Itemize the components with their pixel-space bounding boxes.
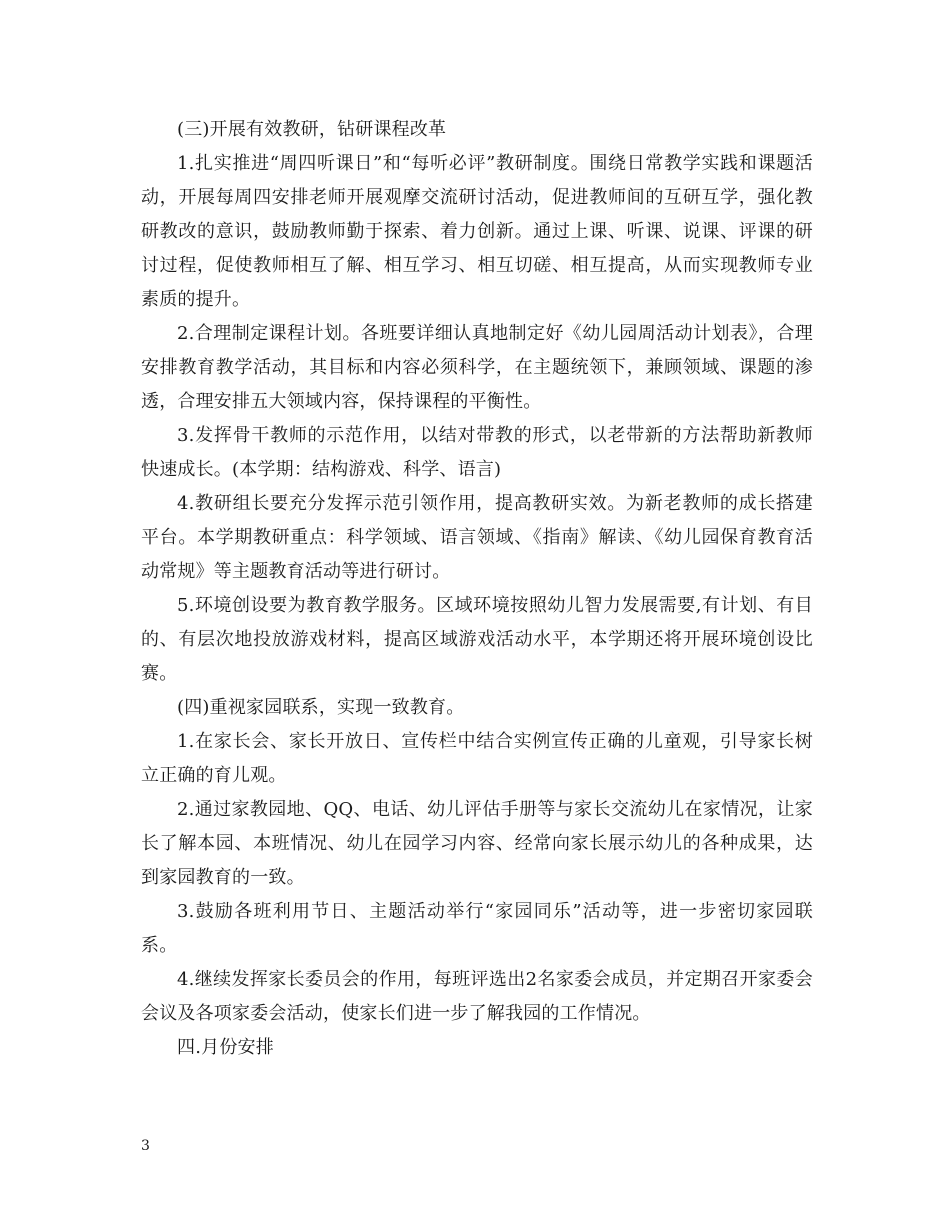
paragraph-item-5: 5.环境创设要为教育教学服务。区域环境按照幼儿智力发展需要,有计划、有目的、有层次地投放游戏材料，提高区域游戏活动水平，本学期还将开展环境创设比赛。 (141, 595, 813, 684)
paragraph-item-4: 4.教研组长要充分发挥示范引领作用，提高教研实效。为新老教师的成长搭建平台。本学期教研重点：科学领域、语言领域、《指南》解读、《幼儿园保育教育活动常规》等主题教育活动等进行研讨。 (141, 493, 813, 582)
paragraph-item-1: 1.扎实推进“周四听课日”和“每听必评”教研制度。围绕日常教学实践和课题活动，开展每周四安排老师开展观摩交流研讨活动，促进教师间的互研互学，强化教研教改的意识，鼓励教师勤于探索、着力创新。通过上课、听课、说课、评课的研讨过程，促使教师相互了解、相互学习、相互切磋、相互提高，从而实现教师专业素质的提升。 (141, 153, 813, 310)
section-heading-home-school: (四)重视家园联系，实现一致教育。 (177, 697, 465, 718)
paragraph-item-4b: 4.继续发挥家长委员会的作用，每班评选出2名家委会成员，并定期召开家委会会议及各项家委会活动，使家长们进一步了解我园的工作情况。 (141, 969, 813, 1024)
paragraph-item-1b: 1.在家长会、家长开放日、宣传栏中结合实例宣传正确的儿童观，引导家长树立正确的育儿观。 (141, 731, 813, 786)
paragraph-item-3: 3.发挥骨干教师的示范作用，以结对带教的形式，以老带新的方法帮助新教师快速成长。(本学期：结构游戏、科学、语言) (141, 425, 813, 480)
paragraph-item-2b: 2.通过家教园地、QQ、电话、幼儿评估手册等与家长交流幼儿在家情况，让家长了解本园、本班情况、幼儿在园学习内容、经常向家长展示幼儿的各种成果，达到家园教育的一致。 (141, 799, 813, 888)
section-heading-monthly: 四.月份安排 (177, 1037, 274, 1058)
document-body (141, 113, 813, 1065)
paragraph-item-3b: 3.鼓励各班利用节日、主题活动举行“家园同乐”活动等，进一步密切家园联系。 (141, 901, 813, 956)
paragraph-item-2: 2.合理制定课程计划。各班要详细认真地制定好《幼儿园周活动计划表》，合理安排教育教学活动，其目标和内容必须科学，在主题统领下，兼顾领域、课题的渗透，合理安排五大领域内容，保持课程的平衡性。 (141, 323, 813, 412)
page-number: 3 (141, 1138, 150, 1154)
section-heading-research: (三)开展有效教研，钻研课程改革 (177, 119, 447, 140)
